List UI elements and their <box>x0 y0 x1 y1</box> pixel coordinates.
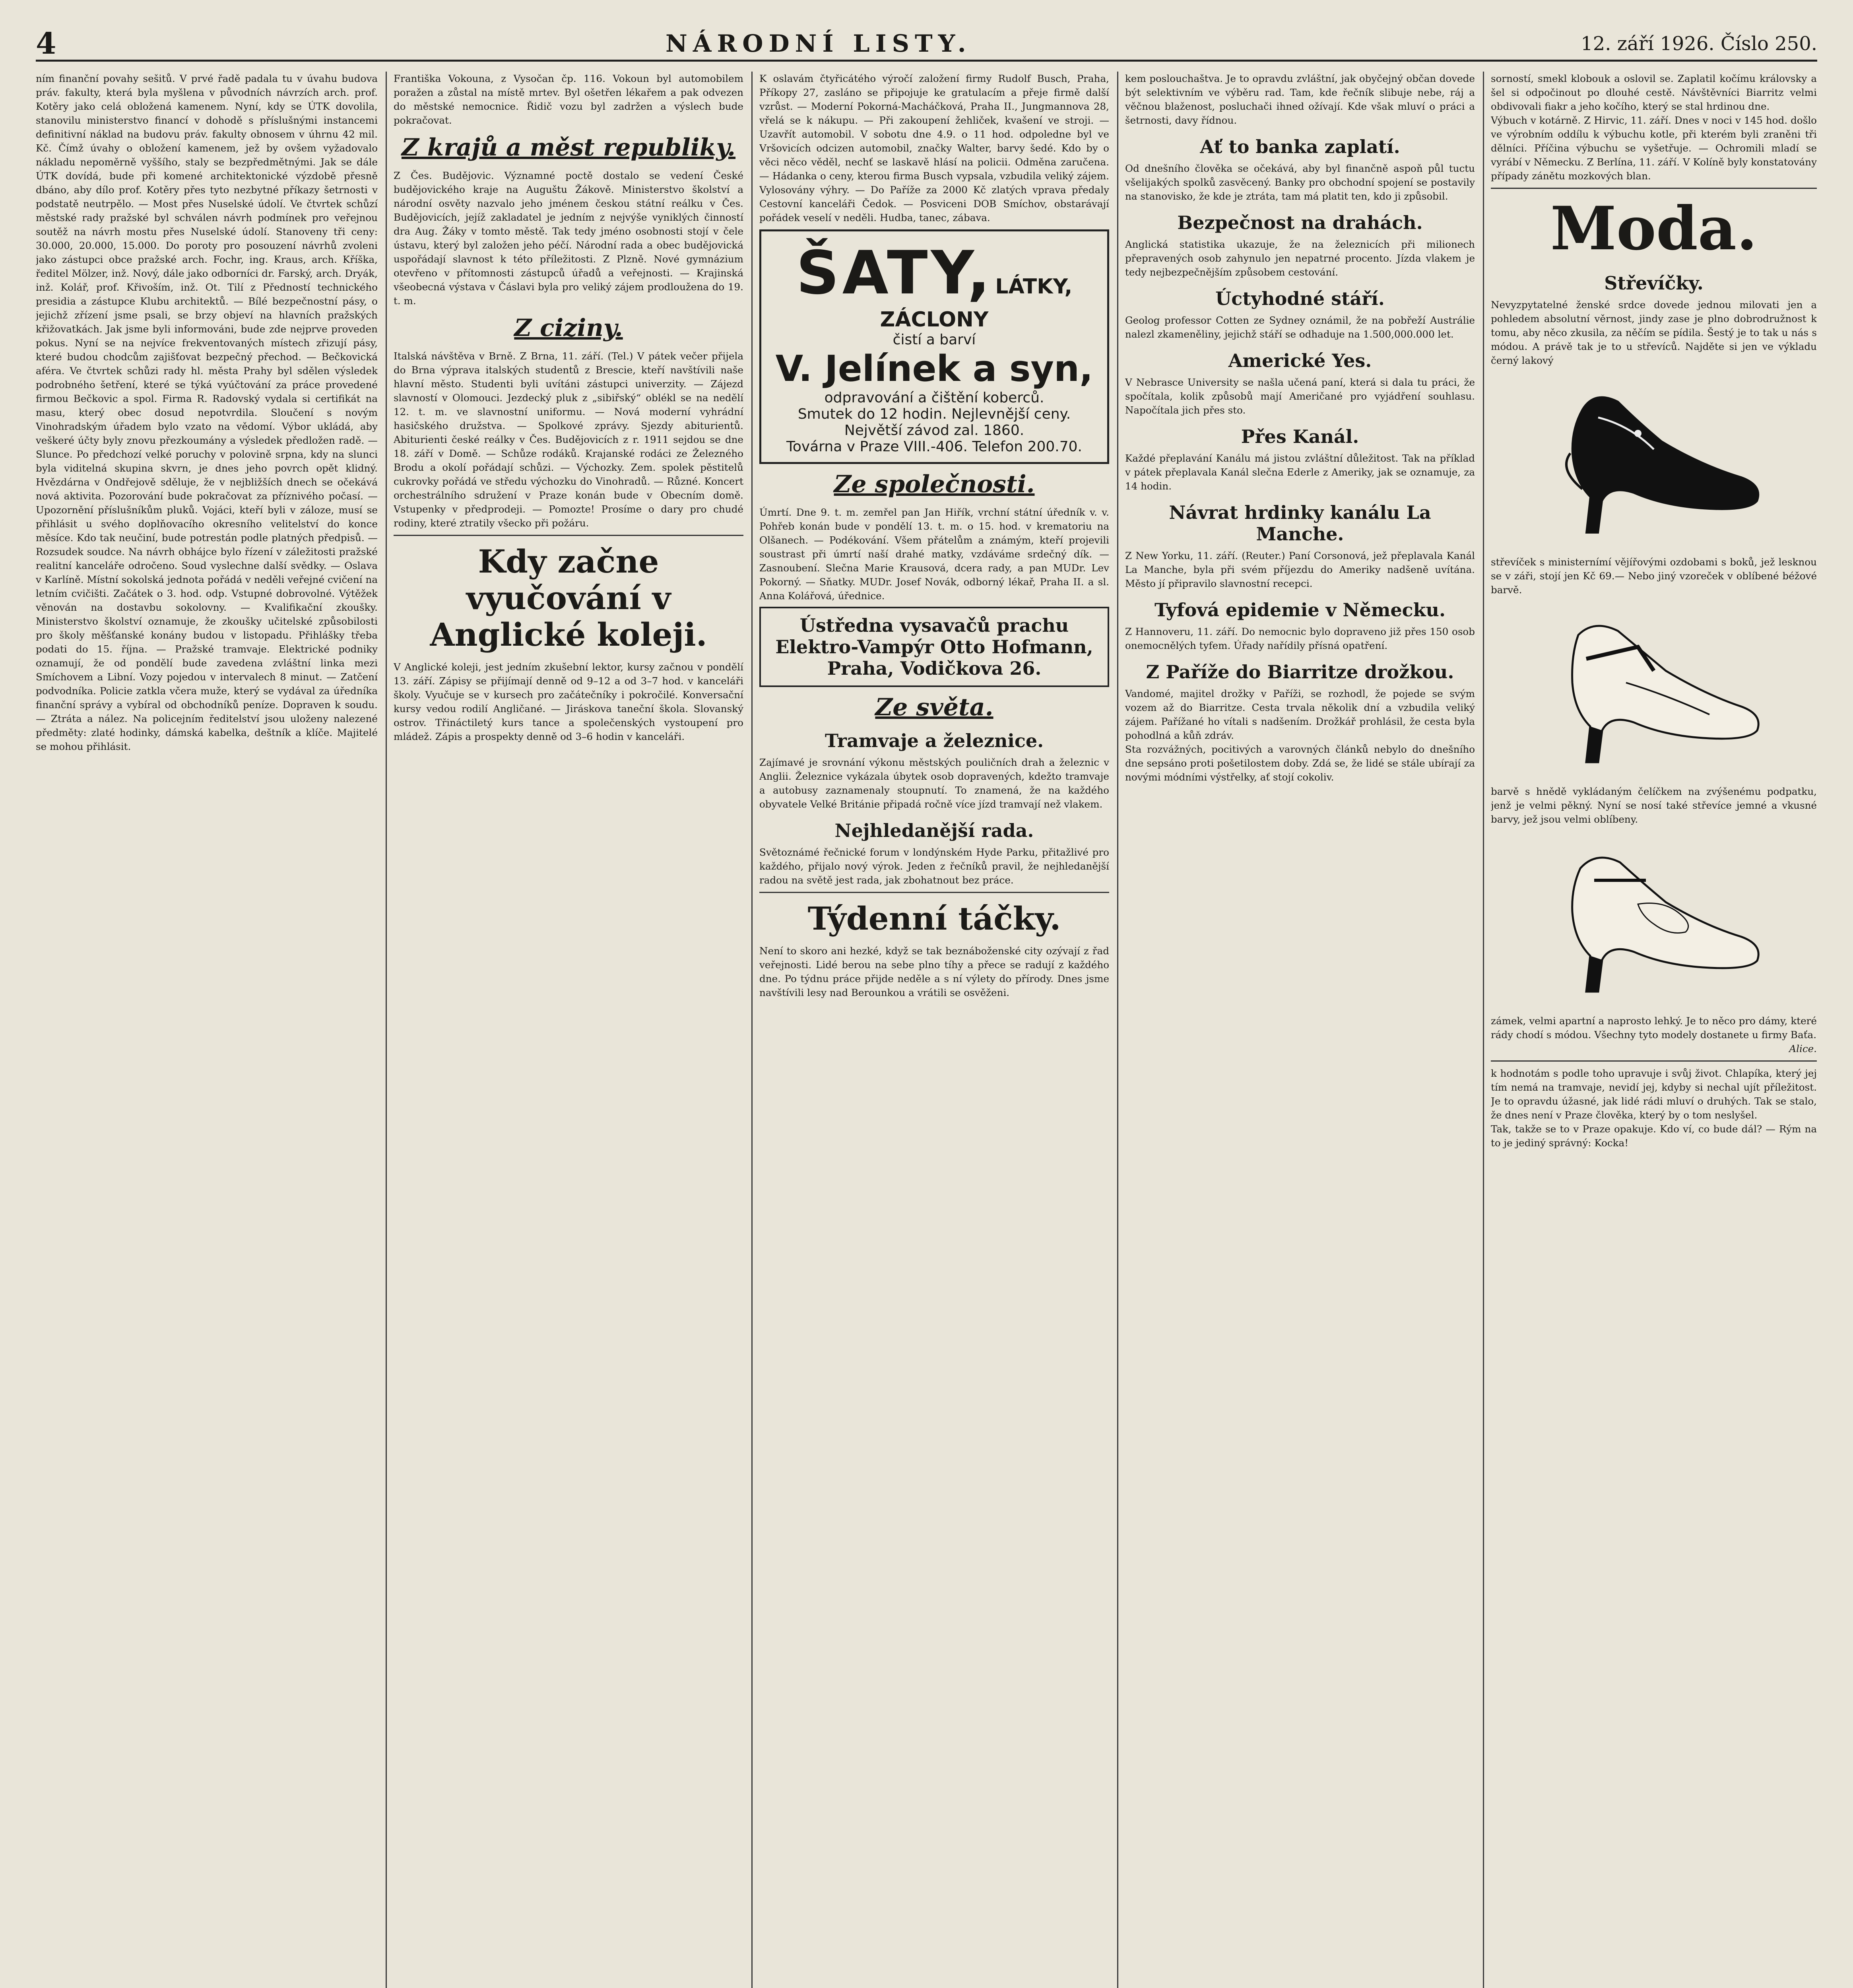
divider <box>1491 1060 1817 1062</box>
column-2-text-top: Františka Vokouna, z Vysočan čp. 116. Vokoun byl automobilem poražen a zůstal na místě mrtev. Byl ošetřen lékařem a pak odvezen do městské nemocnice. Řidič vozu byl zadržen a výslech bude pokračovat. <box>394 73 743 126</box>
column-2-text-low: Italská návštěva v Brně. Z Brna, 11. září. (Tel.) V pátek večer přijela do Brna výprava italských studentů z Brescie, kteří navštívili naše hlavní město. Studenti byli uvítáni zástupci univerzity. — Zájezd slavností v Olomouci. Jezdecký pluk z „sibiřský“ oblékl se na nedělí 12. t. m. ve slavnostní uniformu. — Nová moderní vyhrádní hasičského družstva. — Spolkové zprávy. Sjezdy abiturientů. Abiturienti české reálky v Čes. Budějovicích z r. 1911 sejdou se dne 18. září v Domě. — Schůze rodáků. Krajanské rodáci ze Železného Brodu a okolí pořádají schůzi. — Výchozky. Zem. spolek pěstitelů cukrovky pořádá ve středu výchozku do Vinohradů. — Různé. Koncert orchestrálního sdružení v Praze konán bude v Obecním domě. Vstupenky v předprodeji. — Pomozte! Prosíme o dary pro chudé rodiny, které ztratily všecko při požáru. <box>394 350 743 529</box>
page-number: 4 <box>36 27 56 61</box>
section-heading-society: Ze společnosti. <box>834 470 1035 498</box>
text-bank: Od dnešního člověka se očekává, aby byl finančně aspoň půl tuctu všelijakých spolků zasvěcený. Banky pro obchodní spojení se postavily na stanovisko, že kde je ztráta, tam má platit ten, kdo ji způsobil. <box>1125 163 1475 202</box>
column-5 <box>1491 72 1817 1988</box>
ad-word-saty: ŠATY, <box>796 239 993 308</box>
section-heading-regions: Z krajů a měst republiky. <box>401 134 736 161</box>
heading-age: Úctyhodné stáří. <box>1215 288 1385 309</box>
heading-trams: Tramvaje a železnice. <box>825 730 1044 751</box>
text-yes: V Nebrasce University se našla učená paní, která si dala tu práci, že spočítala, kolik způsobů mají Američané pro vyjádření souhlasu. Napočítala jich přes sto. <box>1125 377 1475 416</box>
text-column-4-end: Sta rozvážných, pocitivých a varovných článků nebylo do dnešního dne sepsáno proti pošetilostem doby. Zdá se, že lidé se stále ubírají za novými módními výstřelky, ať stojí cokoliv. <box>1125 744 1475 783</box>
masthead <box>36 28 1817 62</box>
column-1-text: ním finanční povahy sešitů. V prvé řadě padala tu v úvahu budova práv. fakulty, která byla myšlena v původních návrzích arch. prof. Kotěry jako celá obložená kamenem. Nyní, kdy se ÚTK dovolila, stanovilu ministerstvo financí v dohodě s příslušnými instancemi definitivní náklad na budovu práv. fakulty obnosem v úhrnu 42 mil. Kč. Čímž úvahy o obložení kamenem, jež by ovšem vyžadovalo nákladu nepoměrně vyššího, staly se bezpředmětnými. Jak se dále ÚTK dovídá, bude při komené architektonické výzdobě přesně dbáno, aby dílo prof. Kotěry přes tyto nezbytné příkazy šetrnosti v podstatě neutrpělo. — Most přes Nuselské údolí. Ve čtvrtek schůzí městské rady pražské byl schválen návrh podmínek pro veřejnou soutěž na návrh mostu přes Nuselské údolí. Stanoveny tři ceny: 30.000, 20.000, 15.000. Do poroty pro posouzení návrhů zvoleni jako zástupci obce pražské arch. Fochr, ing. Kraus, arch. Kříška, ředitel Mölzer, inž. Nový, dále jako odborníci dr. Farský, arch. Dryák, inž. Kolář, prof. Křivoším, inž. Ot. Tilí z Předností technického presidia a zástupce Klubu architektů. — Bílé bezpečnostní pásy, o jejichž zřízení jsme psali, se brzy objeví na hlavních pražských křižovatkách. Jak jsme byli informováni, bude zde nejprve proveden pokus. Nyní se na nejvíce frekventovaných místech zřizují pásy, které budou chodcům zajišťovat bezpečný přechod. — Bečkovická aféra. Ve čtvrtek schůzi rady hl. města Prahy byl sdělen výsledek podrobného šetření, které se týká vyúčtování za práce provedené firmou Bečkovic a spol. Firma R. Radovský vydala si certifikát na masu, který obec dosud nepotvrdila. Sloučení s novým Vinohradským úřadem bylo vzato na vědomí. Výbor ukládá, aby veškeré účty byly znovu přezkoumány a výsledek předložen radě. — Slunce. Po předchozí velké poruchy v polovině srpna, kdy na slunci byla viditelná skupina skvrn, je dnes jeho povrch opět klidný. Hvězdárna v Ondřejově sděluje, že v nejbližších dnech se očekává nová aktivita. Pozorování bude pokračovat za příznivého počasí. — Upozornění příslušníkům pluků. Vojáci, kteří byli v záloze, musí se přihlásit u svého doplňovacího okresního velitelství do konce měsíce. Kdo tak neučiní, bude potrestán podle platných předpisů. — Rozsudek soudce. Na návrh obhájce bylo řízení v záležitosti pražské realitní kanceláře odročeno. Soud vyslechne další svědky. — Oslava v Karlíně. Místní sokolská jednota pořádá v neděli veřejné cvičení na letním cvičišti. Začátek o 3. hod. odp. Vstupné dobrovolné. Výtěžek věnován na dostavbu sokolovny. — Kvalifikační zkoušky. Ministerstvo školství oznamuje, že zkoušky učitelské způsobilosti pro školy měšťanské konány budou v listopadu. Přihlášky třeba podati do 15. října. — Pražské tramvaje. Elektrické podniky oznamují, že od pondělí bude zavedena zvláštní linka mezi Smíchovem a Libní. Vozy pojedou v intervalech 8 minut. — Zatčení podvodníka. Policie zatkla včera muže, který se vydával za úředníka finanční správy a vybíral od obchodníků peníze. Dopraven k soudu. — Ztráta a nález. Na policejním ředitelství jsou uloženy nalezené předměty: zlaté hodinky, dámská kabelka, deštník a klíče. Majitelé se mohou přihlásit. <box>36 73 378 752</box>
fashion-heading: Moda. <box>1550 194 1758 264</box>
ad-factory: Továrna v Praze VIII.-406. Telefon 200.70. <box>786 439 1082 455</box>
column-3-text-trams: Zajímavé je srovnání výkonu městských pouličních drah a železnic v Anglii. Železnice vykázala úbytek osob dopravených, kdežto tramvaje a autobusy zaznamenaly stoupnutí. To znamená, že na každého obyvatele Velké Británie připadá ročně více jízd tramvají než vlakem. <box>759 757 1109 810</box>
heading-weekly: Týdenní táčky. <box>807 900 1061 937</box>
column-5-footer: Tak, takže se to v Praze opakuje. Kdo ví, co bude dál? — Rým na to je jediný správný: Kocka! <box>1491 1123 1817 1149</box>
column-1 <box>36 72 387 1988</box>
newspaper-title: NÁRODNÍ LISTY. <box>666 30 972 58</box>
text-railway: Anglická statistika ukazuje, že na železnicích při milionech přepravených osob zahynulo jen nepatrné procento. Jízda vlakem je tedy nejbezpečnějším způsobem cestování. <box>1125 239 1475 278</box>
fashion-text-3: barvě s hnědě vykládaným čelíčkem na zvýšenému podpatku, jenž je velmi pěkný. Nyní se nosí také střevíce jemné a vkusné barvy, jež jsou velmi oblíbeny. <box>1491 786 1817 825</box>
divider <box>394 535 743 536</box>
column-5-text-bottom: k hodnotám s podle toho upravuje i svůj život. Chlapíka, který jej tím nemá na tramvaje, nevidí jej, kdyby si nechal ujít příležitost. Je to opravdu úžasné, jak lidé rádi mluví o druhých. Tak se stalo, že dnes není v Praze člověka, který by o tom neslyšel. <box>1491 1068 1817 1121</box>
fashion-text-1: Nevyzpytatelné ženské srdce dovede jednou milovati jen a pohledem absolutní věrnost, jindy zase je plno dobrodružnost k tomu, aby něco zkusila, za něčím se pídila. Šestý je to tak u nás s módou. A právě tak je to u střevíců. Najděte si jen ve výkladu černý lakový <box>1491 299 1817 366</box>
column-5-text-mid: Výbuch v kotárně. Z Hirvic, 11. září. Dnes v noci v 145 hod. došlo ve výrobním oddílu k výbuchu kotle, při kterém byli zraněni tři dělníci. Příčina výbuchu se vyšetřuje. — Ochromili mladí se vyrábí v Německu. Z Berlína, 11. září. V Kolíně byly konstatovány případy zánětu mozkových blan. <box>1491 115 1817 182</box>
text-age: Geolog professor Cotten ze Sydney oznámil, že na pobřeží Austrálie nalezl zkameněliny, jejichž stáří se odhaduje na 1.500,000.000 let. <box>1125 315 1475 340</box>
ad-company-name: V. Jelínek a syn, <box>775 348 1093 390</box>
vacuum-advertisement: Ústředna vysavačů prachu Elektro-Vampýr Otto Hofmann, Praha, Vodičkova 26. <box>759 607 1109 687</box>
issue-date: 12. září 1926. Číslo 250. <box>1581 33 1817 55</box>
fashion-text-4: zámek, velmi apartní a naprosto lehký. Je to něco pro dámy, které rády chodí s módou. Všechny tyto modely dostanete u firmy Baťa. <box>1491 1015 1817 1041</box>
column-5-text-top: sorností, smekl klobouk a oslovil se. Zaplatil kočímu královsky a šel si odpočinout po dlouhé cestě. Návštěvníci Biarritz velmi obdivovali fiakr a jeho kočího, který se stal hrdinou dne. <box>1491 73 1817 112</box>
heading-yes: Americké Yes. <box>1228 350 1372 371</box>
english-college-headline: Kdy začne vyučování v Anglické koleji. <box>430 543 707 653</box>
ad-carpets: odpravování a čištění koberců. <box>824 390 1044 406</box>
text-return: Z New Yorku, 11. září. (Reuter.) Paní Corsonová, jež přeplavala Kanál La Manche, byla při svém příjezdu do Ameriky nadšeně uvítána. Město jí připravilo slavnostní recepci. <box>1125 550 1475 589</box>
text-typhoid: Z Hannoveru, 11. září. Do nemocnic bylo dopraveno již přes 150 osob onemocnělých tyfem. Úřady nařídily přísná opatření. <box>1125 626 1475 651</box>
column-4 <box>1125 72 1484 1988</box>
heading-bank: Ať to banka zaplatí. <box>1200 136 1400 157</box>
divider <box>759 892 1109 893</box>
shoe-illustration-1 <box>1535 374 1773 549</box>
column-2-text-bottom: V Anglické koleji, jest jedním zkušební lektor, kursy začnou v pondělí 13. září. Zápisy se přijímají denně od 9–12 a od 3–7 hod. v kanceláři školy. Vyučuje se v kursech pro začátečníky i pokročilé. Konversační kursy vedou rodilí Angličané. — Jiráskova taneční škola. Slovanský ostrov. Třináctiletý kurs tance a společenských vystoupení pro mládež. Zápis a prospekty denně od 3–6 hodin v kanceláři. <box>394 661 743 742</box>
heading-return: Návrat hrdinky kanálu La Manche. <box>1169 502 1431 545</box>
column-2-text-mid: Z Čes. Budějovic. Významné poctě dostalo se vedení České budějovického kraje na Auguštu Žákově. Ministerstvo školství a národní osvěty nazvalo jeho jménem českou státní reálku v Čes. Budějovicích, jejíž zakladatel je jedním z nejvýše vyniklých činností dra Aug. Žáky v tomto městě. Tak tedy jméno osobnosti stojí v čele ústavu, který byl založen jeho péčí. Národní rada a obec budějovická uspořádají slavnost k této příležitosti. Z Plzně. Nové gymnázium otevřeno v přítomnosti zástupců úřadů a veřejnosti. — Krajinská všeobecná výstava v Čáslavi byla pro veliký zájem prodloužena do 19. t. m. <box>394 170 743 307</box>
text-channel: Každé přeplavání Kanálu má jistou zvláštní důležitost. Tak na příklad v pátek přeplavala Kanál slečna Ederle z Ameriky, jak se oznamuje, za 14 hodin. <box>1125 452 1475 492</box>
heading-advice: Nejhledanější rada. <box>834 820 1034 841</box>
jelinek-advertisement <box>759 229 1109 464</box>
heading-channel: Přes Kanál. <box>1241 426 1359 447</box>
ad-cleaning: čistí a barví <box>893 332 976 348</box>
column-2 <box>394 72 753 1988</box>
section-heading-world: Ze světa. <box>875 693 993 721</box>
fashion-text-2: střevíček s ministernímí vějířovými ozdobami s boků, jež lesknou se v záři, stojí jen Kč 69.— Nebo jiný vzoreček v oblíbené béžové barvě. <box>1491 556 1817 596</box>
column-4-text-top: kem poslouchaštva. Je to opravdu zvláštní, jak obyčejný občan dovede být selektivním ve výběru rad. Tam, kde řečník slibuje nebe, ráj a věčnou blaženost, posluchači ihned ožívají. Kde však mluví o práci a šetrnosti, davy řídnou. <box>1125 73 1475 126</box>
section-heading-abroad: Z ciziny. <box>514 314 623 342</box>
heading-biarritz: Z Paříže do Biarritze drožkou. <box>1146 661 1454 683</box>
column-3-text-bottom: Není to skoro ani hezké, když se tak beznáboženské city ozývají z řad veřejnosti. Lidé berou na sebe plno tíhy a přece se radují z každého dne. Po týdnu práce přijde neděle a s ní výlety do přírody. Dnes jsme navštívili lesy nad Berounkou a vrátili se osvěženi. <box>759 945 1109 998</box>
divider <box>1491 188 1817 189</box>
column-3-text-top: K oslavám čtyřicátého výročí založení firmy Rudolf Busch, Praha, Příkopy 27, zasláno se připojuje ke gratulacím a přeje firmě další vzrůst. — Moderní Pokorná-Macháčková, Praha II., Jungmannova 28, vřelá se k nákupu. — Při zakoupení žehliček, kvašení ve stroji. — Uzavřít automobil. V sobotu dne 4.9. o 11 hod. odpoledne byl ve Vršovicích odcizen automobil, značky Walter, barvy šedé. Kdo by o věci něco věděl, nechť se laskavě hlásí na policii. Odměna zaručena. — Hádanka o ceny, kterou firma Busch vypsala, vzbudila veliký zájem. Vylosovány výhry. — Do Paříže za 2000 Kč zlatých vprava předaly Cestovní kanceláři Čedok. — Posviceni DOB Smíchov, obstarávají pořádek veselí v neděli. Hudba, tanec, zábava. <box>759 73 1109 223</box>
shoe-illustration-3 <box>1535 833 1773 1008</box>
column-3 <box>759 72 1118 1988</box>
fashion-subheading: Střevíčky. <box>1604 272 1704 294</box>
ad-word-latky: LÁTKY, ZÁCLONY <box>880 275 1073 332</box>
shoe-illustration-2 <box>1535 603 1773 778</box>
heading-railway: Bezpečnost na drahách. <box>1177 212 1423 233</box>
fashion-signature: Alice. <box>1789 1043 1817 1054</box>
ad-mourning: Smutek do 12 hodin. Nejlevnější ceny. <box>797 406 1071 422</box>
heading-typhoid: Tyfová epidemie v Německu. <box>1154 599 1446 621</box>
column-3-text-advice: Světoznámé řečnické forum v londýnském Hyde Parku, přitažlivé pro každého, přijalo nový výrok. Jeden z řečníků pravil, že nejhledanější radou na světě jest rada, jak zbohatnout bez práce. <box>759 846 1109 886</box>
column-3-text-mid: Úmrtí. Dne 9. t. m. zemřel pan Jan Hiřík, vrchní státní úředník v. v. Pohřeb konán bude v pondělí 13. t. m. o 15. hod. v krematoriu na Olšanech. — Podékování. Všem přátelům a známým, kteří projevili soustrast při úmrtí naší drahé matky, vzdáváme srdečný dík. — Zasnoubení. Slečna Marie Krausová, dcera rady, a pan MUDr. Lev Pokorný. — Sňatky. MUDr. Josef Novák, odborný lékař, Praha II. a sl. Anna Kolářová, úřednice. <box>759 507 1109 602</box>
text-biarritz: Vandomé, majitel drožky v Paříži, se rozhodl, že pojede se svým vozem až do Biarritze. Cesta trvala několik dní a vzbudila veliký zájem. Pařížané ho vítali s nadšením. Drožkář prohlásil, že cesta byla pohodlná a kůň zdráv. <box>1125 688 1475 741</box>
ad-founded: Největší závod zal. 1860. <box>844 422 1024 439</box>
